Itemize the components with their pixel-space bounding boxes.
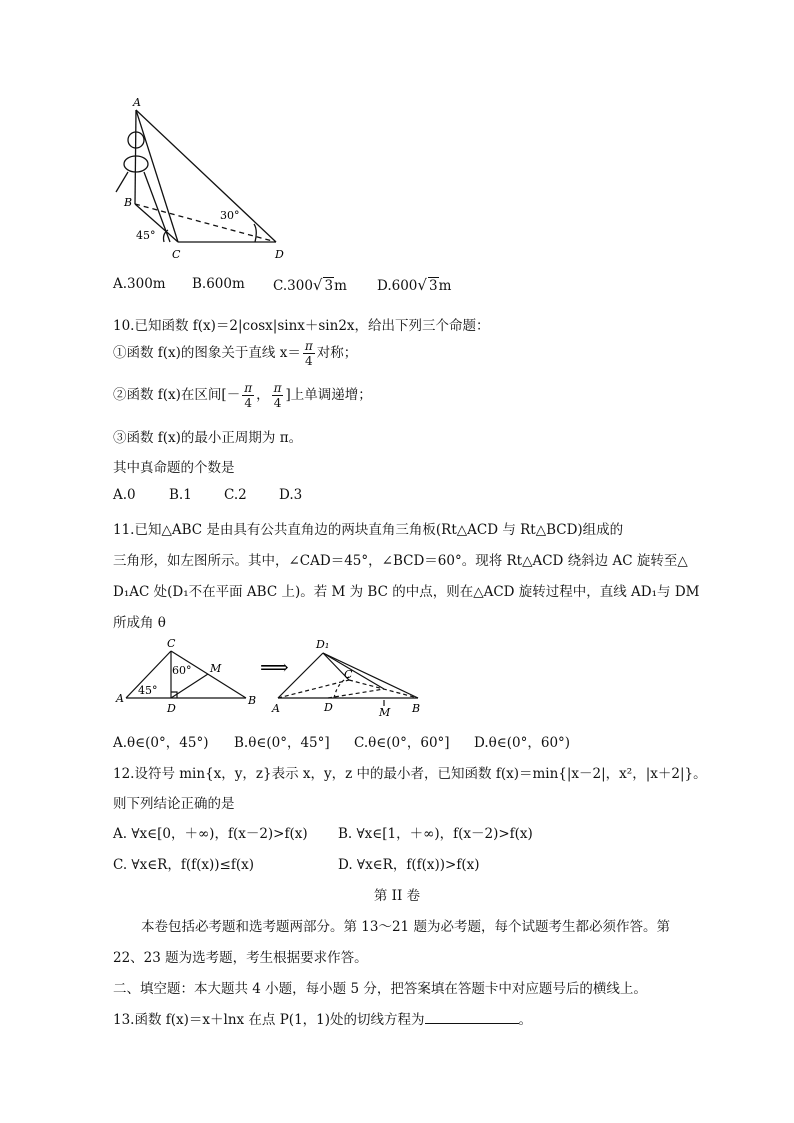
left-angle-45: 45° bbox=[138, 684, 158, 697]
part-2-title: 第 II 卷 bbox=[373, 888, 421, 904]
q12-line-2: 则下列结论正确的是 bbox=[113, 796, 235, 812]
q11-line-2: 三角形，如左图所示。其中，∠CAD＝45°，∠BCD＝60°。现将 Rt△ACD 绕斜边 AC 旋转至△ bbox=[113, 553, 688, 569]
q9-option-b: B.600m bbox=[192, 276, 245, 292]
q11-option-a: A.θ∈(0°，45°) bbox=[113, 735, 209, 751]
right-label-a: A bbox=[272, 702, 280, 715]
q10-question: 其中真命题的个数是 bbox=[113, 460, 235, 476]
part-2-intro-line-1: 本卷包括必考题和选考题两部分。第 13～21 题为必考题，每个试题考生都必须作答。第 bbox=[141, 919, 670, 935]
right-label-d: D bbox=[324, 701, 333, 714]
left-label-a: A bbox=[116, 692, 124, 705]
q12-options-row-1 bbox=[113, 822, 673, 842]
tower-leg-left bbox=[116, 172, 128, 192]
q9-option-a: A.300m bbox=[113, 276, 166, 292]
q11-option-b: B.θ∈(0°，45°] bbox=[234, 735, 330, 751]
q10-option-d: D.3 bbox=[279, 487, 303, 503]
q10-proposition-2: ②函数 f(x)在区间[－ $\frac{\pi}{4}$ ， $\frac{\pi}{4}$ ]上单调递增； bbox=[113, 381, 372, 410]
q10-option-b: B.1 bbox=[169, 487, 192, 503]
q11-line-3: D₁AC 处(D₁不在平面 ABC 上)。若 M 为 BC 的中点，则在△ACD 旋转过程中，直线 AD₁与 DM bbox=[113, 584, 700, 600]
part-2-intro-line-2: 22、23 题为选考题，考生根据要求作答。 bbox=[113, 950, 368, 966]
left-label-m: M bbox=[210, 662, 222, 675]
q9-figure bbox=[108, 96, 298, 264]
q11-figure bbox=[112, 636, 432, 718]
q12-option-d: D. ∀x∈R，f(f(x))>f(x) bbox=[338, 857, 480, 873]
q9-option-c: C.300√ 3m bbox=[273, 276, 347, 294]
angle-30-arc bbox=[254, 224, 256, 242]
left-label-c: C bbox=[167, 637, 176, 650]
q11-option-d: D.θ∈(0°，60°) bbox=[474, 735, 571, 751]
label-b: B bbox=[124, 196, 133, 209]
label-c: C bbox=[172, 248, 181, 261]
q13: 13.函数 f(x)＝x＋lnx 在点 P(1，1)处的切线方程为 。 bbox=[113, 1012, 533, 1028]
q11-option-c: C.θ∈(0°，60°] bbox=[354, 735, 450, 751]
q10-option-a: A.0 bbox=[113, 487, 136, 503]
q11-options bbox=[113, 731, 673, 751]
right-edge-ac bbox=[278, 680, 349, 698]
label-d: D bbox=[275, 248, 284, 261]
left-angle-60: 60° bbox=[172, 664, 192, 677]
q12-line-1: 12.设符号 min{x，y，z}表示 x，y，z 中的最小者，已知函数 f(x)＝min{|x－2|，x²，|x＋2|}。 bbox=[113, 766, 707, 782]
q12-option-c: C. ∀x∈R，f(f(x))≤f(x) bbox=[113, 857, 254, 873]
left-label-b: B bbox=[248, 694, 257, 707]
q9-options bbox=[113, 276, 673, 296]
edge-ab bbox=[135, 110, 136, 204]
q10-options bbox=[113, 487, 413, 507]
q11-line-4: 所成角 θ bbox=[113, 615, 166, 631]
right-edge-d1m bbox=[323, 653, 384, 689]
q12-options-row-2 bbox=[113, 853, 673, 873]
q9-option-d: D.600√ 3m bbox=[377, 276, 452, 294]
right-label-d1: D₁ bbox=[316, 638, 330, 651]
label-a: A bbox=[133, 96, 141, 109]
q12-option-a: A. ∀x∈[0，＋∞)，f(x－2)>f(x) bbox=[113, 826, 308, 842]
q11-line-1: 11.已知△ABC 是由具有公共直角边的两块直角三角板(Rt△ACD 与 Rt△BCD)组成的 bbox=[113, 522, 624, 538]
left-label-d: D bbox=[167, 702, 176, 715]
right-label-b: B bbox=[412, 702, 421, 715]
q10-stem: 10.已知函数 f(x)＝2|cosx|sinx＋sin2x，给出下列三个命题： bbox=[113, 318, 490, 334]
q10-option-c: C.2 bbox=[224, 487, 247, 503]
q10-proposition-1: ①函数 f(x)的图象关于直线 x＝ $\frac{\pi}{4}$ 对称； bbox=[113, 339, 358, 368]
q10-proposition-3: ③函数 f(x)的最小正周期为 π。 bbox=[113, 430, 303, 446]
transform-arrow: ⟹ bbox=[260, 655, 289, 679]
right-label-c: C bbox=[344, 668, 353, 681]
angle-30-label: 30° bbox=[220, 209, 240, 222]
section-fill-in-heading: 二、填空题：本大题共 4 小题，每小题 5 分，把答案填在答题卡中对应题号后的横线上。 bbox=[113, 981, 647, 997]
right-label-m: M bbox=[379, 706, 391, 718]
q12-option-b: B. ∀x∈[1，＋∞)，f(x－2)>f(x) bbox=[338, 826, 533, 842]
q13-answer-blank[interactable] bbox=[425, 1011, 519, 1024]
angle-45-label: 45° bbox=[136, 229, 156, 242]
